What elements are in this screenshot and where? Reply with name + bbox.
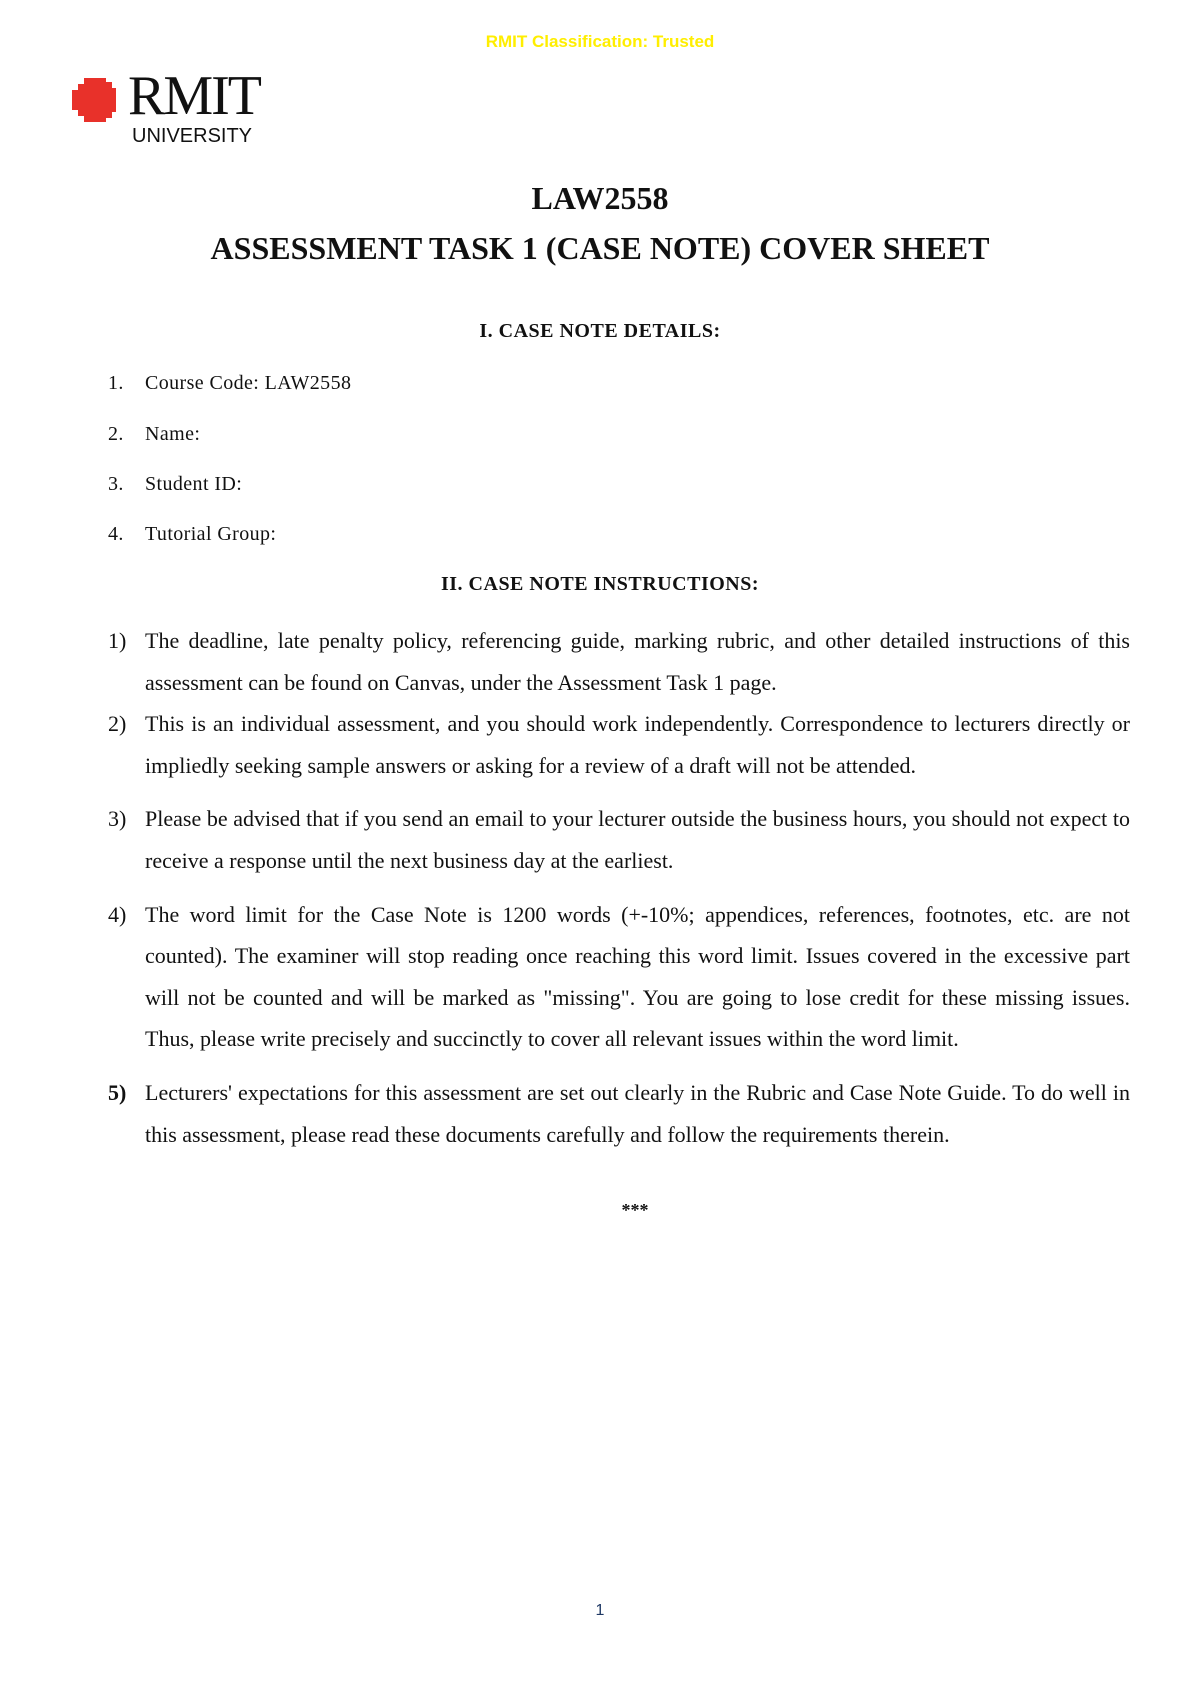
page-title: ASSESSMENT TASK 1 (CASE NOTE) COVER SHEET [210,230,990,266]
instructions-heading: II. CASE NOTE INSTRUCTIONS: [440,573,760,595]
instruction-item [108,894,1130,1060]
item-number: 4. [108,523,124,545]
details-heading: I. CASE NOTE DETAILS: [479,320,721,342]
instruction-item [108,1072,1130,1155]
item-text: The word limit for the Case Note is 1200 words (+-10%; appendices, references, footnotes, etc. are not counted). The examiner will stop reading once reaching this word limit. Issues covered in the excessive part will not be counted and will be marked as "missing". You are going to lose credit for these missing issues. Thus, please write precisely and succinctly to cover all relevant issues within the word limit. [145,901,1130,1052]
page-number: 1 [595,1602,605,1619]
item-number: 3) [108,806,127,832]
item-text: The deadline, late penalty policy, referencing guide, marking rubric, and other detailed instructions of this assessment can be found on Canvas, under the Assessment Task 1 page. [145,628,1130,695]
instruction-item [108,798,1130,881]
end-marker: *** [621,1200,649,1220]
item-text: Please be advised that if you send an email to your lecturer outside the business hours, you should not expect to receive a response until the next business day at the earliest. [145,806,1130,873]
item-label: Course Code: LAW2558 [145,372,352,394]
item-label: Name: [145,423,201,445]
item-number: 2) [108,711,127,737]
item-number: 4) [108,901,127,927]
item-number: 1. [108,372,124,394]
instructions-list [108,620,1130,1155]
item-number: 2. [108,423,124,445]
detail-item [108,423,200,446]
detail-item [108,523,276,546]
item-number: 5) [108,1079,127,1105]
detail-item [108,473,242,496]
item-number: 3. [108,473,124,495]
item-number: 1) [108,628,127,653]
rmit-logo [72,65,282,150]
item-text: This is an individual assessment, and you should work independently. Correspondence to lecturers directly or impliedly seeking sample answers or asking for a review of a draft will not be attended. [145,711,1130,778]
item-label: Student ID: [145,473,243,495]
item-label: Tutorial Group: [145,523,277,545]
course-code-title: LAW2558 [531,180,669,216]
item-text: Lecturers' expectations for this assessment are set out clearly in the Rubric and Case Note Guide. To do well in this assessment, please read these documents carefully and follow the requirements therein. [145,1079,1130,1147]
logo-wordmark: RMIT [128,65,260,127]
instruction-item [108,620,1130,703]
detail-item [108,372,351,395]
instruction-item [108,703,1130,786]
rmit-pixel-mark-icon [72,78,118,122]
logo-subtitle: UNIVERSITY [132,125,253,147]
classification-label: RMIT Classification: Trusted [485,32,715,51]
